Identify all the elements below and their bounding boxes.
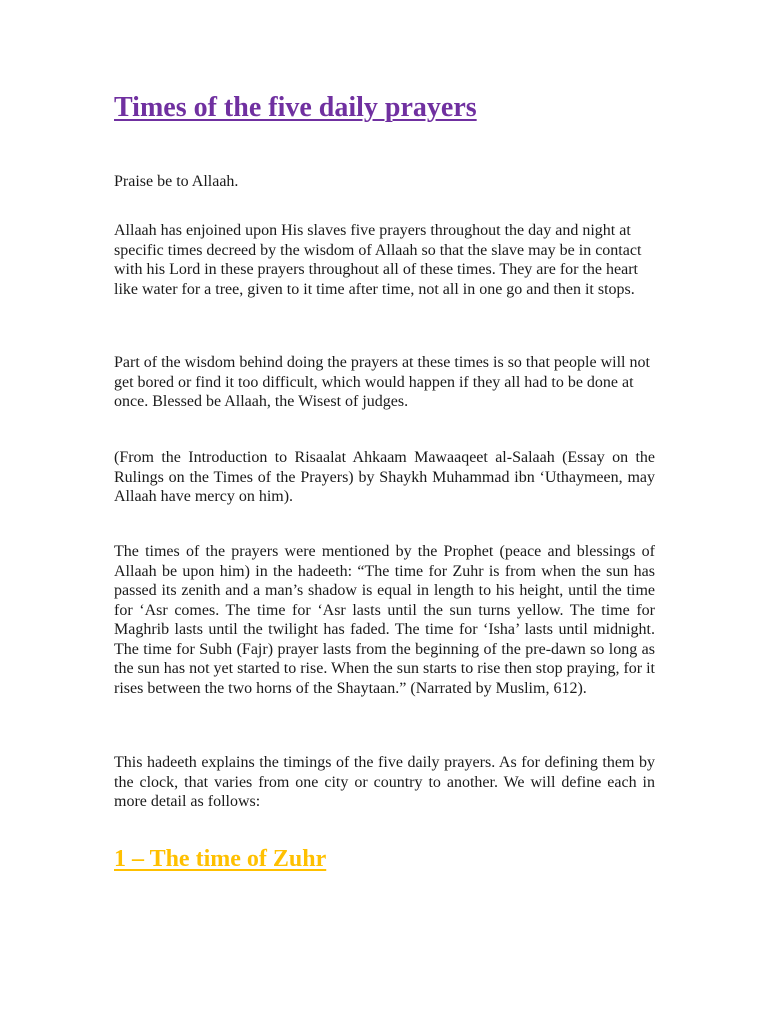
section-heading-zuhr: 1 – The time of Zuhr [114, 846, 327, 872]
paragraph-explanation: This hadeeth explains the timings of the five daily prayers. As for defining them by the clock, that varies from one city or country to another. We will define each in more detail as follows: [114, 754, 655, 810]
paragraph-enjoined-prayers: Allaah has enjoined upon His slaves five prayers throughout the day and night at specific times decreed by the wisdom of Allaah so that the slave may be in contact with his Lord in these prayers throughout all of these times. They are for the heart like water for a tree, given to it time after time, not all in one go and then it stops. [114, 222, 642, 298]
paragraph-hadeeth: The times of the prayers were mentioned by the Prophet (peace and blessings of Allaah be upon him) in the hadeeth: “The time for Zuhr is from when the sun has passed its zenith and a man’s shadow is equal in length to his height, until the time for ‘Asr comes. The time for ‘Asr lasts until the sun turns yellow. The time for Maghrib lasts until the twilight has faded. The time for ‘Isha’ lasts until midnight. The time for Subh (Fajr) prayer lasts from the beginning of the pre-dawn so long as the sun has not yet started to rise. When the sun starts to rise then stop praying, for it rises between the two horns of the Shaytaan.” (Narrated by Muslim, 612). [114, 543, 655, 697]
paragraph-praise: Praise be to Allaah. [114, 173, 239, 190]
document-title: Times of the five daily prayers [114, 92, 477, 123]
paragraph-source-introduction: (From the Introduction to Risaalat Ahkaam Mawaaqeet al-Salaah (Essay on the Rulings on the Times of the Prayers) by Shaykh Muhammad ibn ‘Uthaymeen, may Allaah have mercy on him). [114, 449, 655, 505]
paragraph-wisdom: Part of the wisdom behind doing the prayers at these times is so that people will not get bored or find it too difficult, which would happen if they all had to be done at once. Blessed be Allaah, the Wisest of judges. [114, 354, 650, 410]
